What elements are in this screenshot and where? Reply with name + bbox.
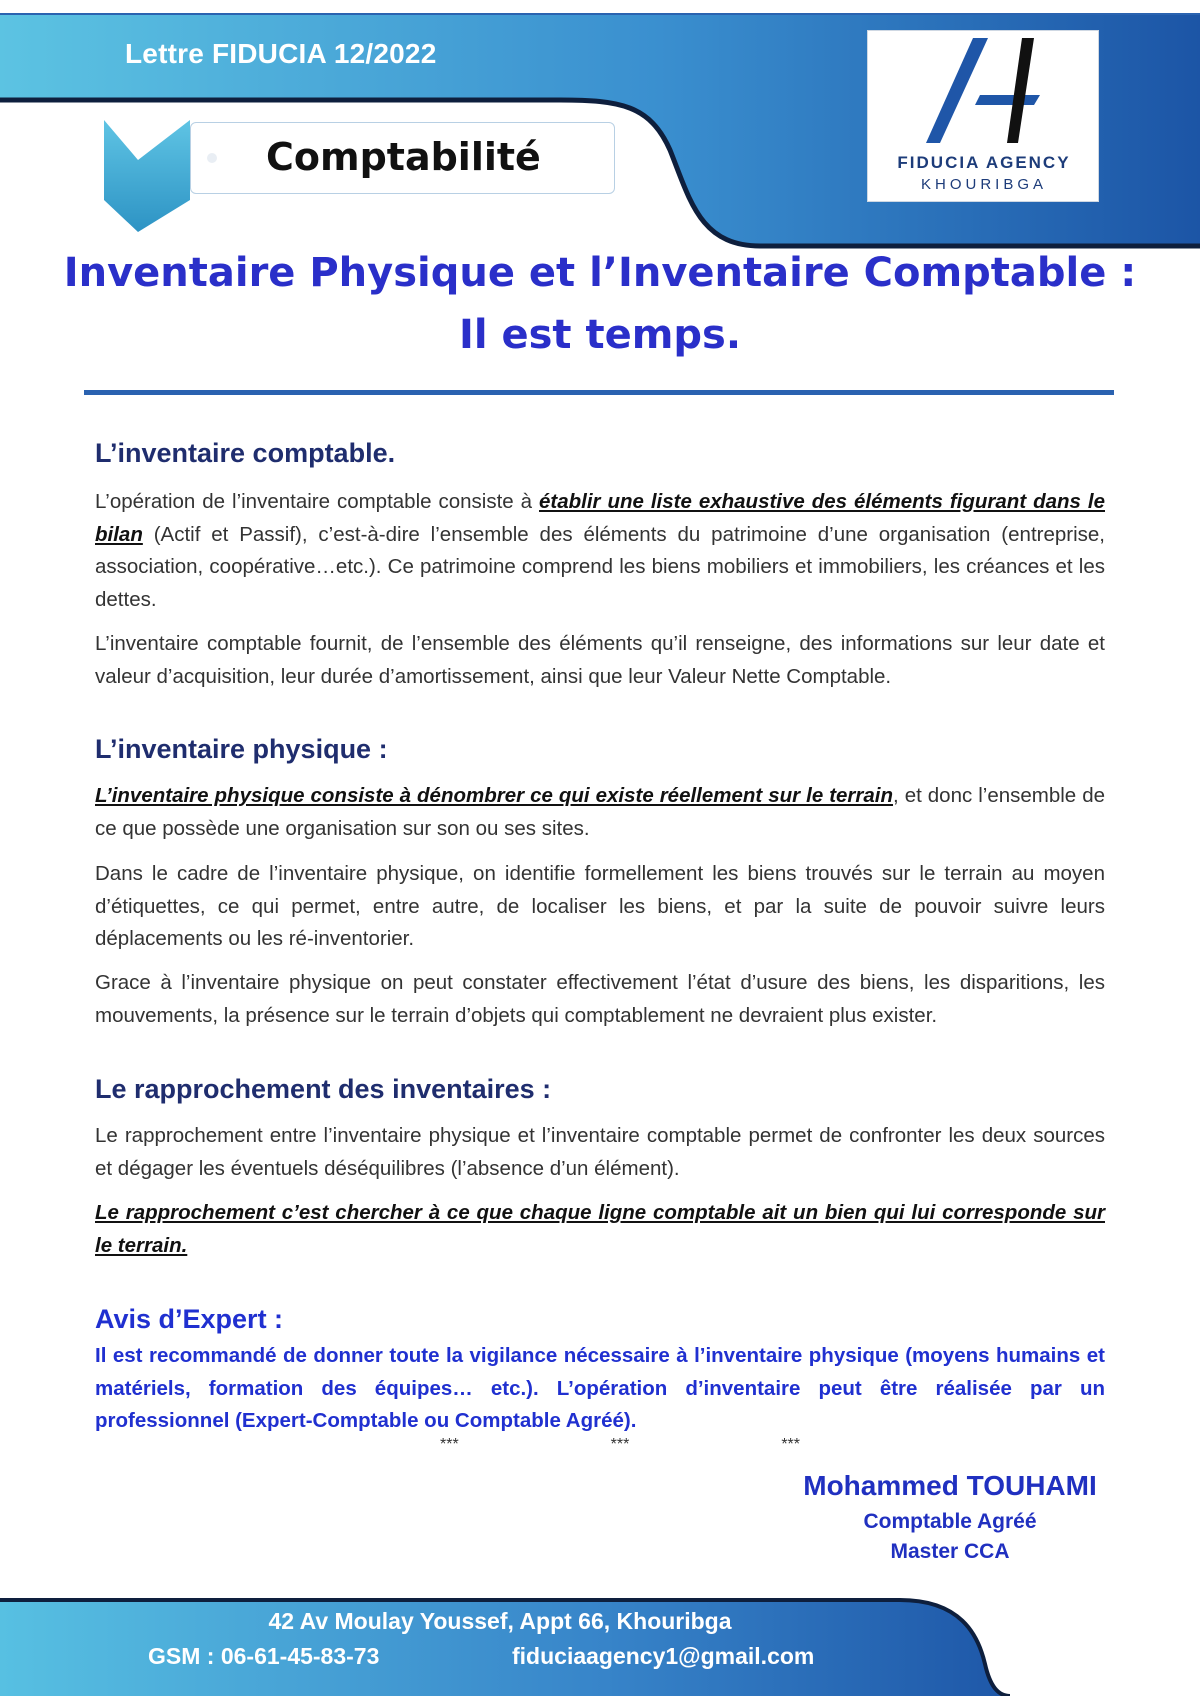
- letter-label: Lettre FIDUCIA 12/2022: [125, 38, 437, 69]
- bullet-dot-icon: [207, 153, 217, 163]
- footer-gsm: GSM : 06-61-45-83-73: [148, 1643, 380, 1669]
- text-run: L’opération de l’inventaire comptable consiste à: [95, 490, 539, 513]
- logo-city: KHOURIBGA: [920, 176, 1047, 193]
- signature-role: Comptable Agréé: [863, 1510, 1037, 1533]
- text-run: , et donc l’ensemble de ce que possède une organisation sur son ou ses sites.: [95, 784, 1105, 840]
- section-tab-label: Comptabilité: [266, 135, 541, 179]
- footer-address: 42 Av Moulay Youssef, Appt 66, Khouribga: [268, 1608, 732, 1634]
- heading-avis-expert: Avis d’Expert :: [95, 1304, 284, 1334]
- paragraph-physique-1: [95, 780, 1105, 845]
- page-title-line2: Il est temps.: [458, 312, 742, 358]
- paragraph-physique-3: Grace à l’inventaire physique on peut constater effectivement l’état d’usure des biens, les disparitions, les mouvements, la présence sur le terrain d’objets qui comptablement ne devraient plus exister.: [95, 971, 1105, 1027]
- signature-degree: Master CCA: [890, 1540, 1010, 1563]
- paragraph-physique-2: Dans le cadre de l’inventaire physique, on identifie formellement les biens trouvés sur le terrain au moyen d’étiquettes, ce qui permet, entre autre, de localiser les biens, et par la suite de pouvoir suivre leurs déplacements ou les ré-inventorier.: [95, 862, 1105, 950]
- separator-star: ***: [440, 1436, 459, 1453]
- separator-star: ***: [610, 1436, 630, 1453]
- title-divider: [84, 390, 1114, 395]
- emphasis-text: établir une liste exhaustive des éléments figurant dans le bilan: [95, 490, 1105, 546]
- text-run: (Actif et Passif), c’est-à-dire l’ensemble des éléments du patrimoine d’une organisation (entreprise, association, coopérative…etc.). Ce patrimoine comprend les biens mobiliers et immobiliers, les créances et les dettes.: [95, 522, 1105, 611]
- paragraph-rapprochement-1: Le rapprochement entre l’inventaire physique et l’inventaire comptable permet de confronter les deux sources et dégager les éventuels déséquilibres (l’absence d’un élément).: [95, 1124, 1105, 1180]
- signature-name: Mohammed TOUHAMI: [803, 1470, 1097, 1501]
- paragraph-rapprochement-2: [95, 1197, 1105, 1262]
- logo-mark-icon: [918, 35, 1048, 147]
- emphasis-text: L’inventaire physique consiste à dénombrer ce qui existe réellement sur le terrain: [95, 784, 894, 807]
- separator-star: ***: [781, 1436, 800, 1453]
- heading-inventaire-physique: L’inventaire physique :: [95, 734, 388, 764]
- paragraph-comptable-1: [95, 486, 1105, 616]
- paragraph-expert: Il est recommandé de donner toute la vigilance nécessaire à l’inventaire physique (moyens humains et matériels, formation des équipes… etc.). L’opération d’inventaire peut être réalisée par un professionnel (Expert-Comptable ou Comptable Agréé).: [95, 1344, 1105, 1432]
- chevron-icon: [104, 120, 190, 232]
- emphasis-text: Le rapprochement c’est chercher à ce que chaque ligne comptable ait un bien qui lui corresponde sur le terrain.: [95, 1201, 1105, 1257]
- section-tab: [190, 122, 615, 194]
- page-title-line1: Inventaire Physique et l’Inventaire Comptable :: [63, 250, 1137, 296]
- heading-inventaire-comptable: L’inventaire comptable.: [95, 438, 396, 468]
- logo-name: FIDUCIA AGENCY: [897, 153, 1071, 172]
- footer-email: fiduciaagency1@gmail.com: [512, 1643, 815, 1669]
- separator-stars: [440, 1436, 800, 1454]
- heading-rapprochement: Le rapprochement des inventaires :: [95, 1074, 552, 1104]
- logo: [867, 30, 1099, 202]
- paragraph-comptable-2: L’inventaire comptable fournit, de l’ensemble des éléments qu’il renseigne, des informations sur leur date et valeur d’acquisition, leur durée d’amortissement, ainsi que leur Valeur Nette Comptable.: [95, 632, 1105, 688]
